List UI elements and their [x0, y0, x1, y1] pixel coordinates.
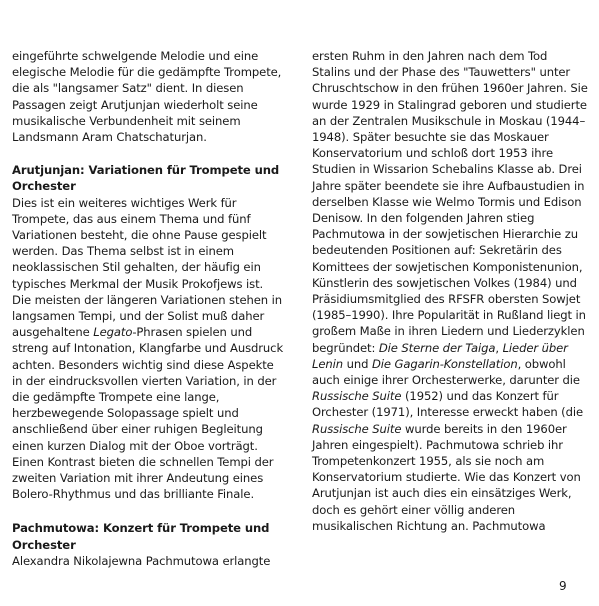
section-body-pachmutowa: Alexandra Nikolajewna Pachmutowa erlangte [12, 553, 271, 568]
paragraph-gap [12, 145, 284, 162]
section-body-arutjunjan [12, 195, 284, 503]
left-column [12, 48, 284, 569]
intro-paragraph: eingeführte schwelgende Melodie und eine elegische Melodie für die gedämpfte Trompete, die als "langsamer Satz" dient. In diesen Passagen zeigt Arutjunjan wiederholt seine musikalische Verbundenheit mit seinem Landsmann Aram Chatschaturjan. [12, 49, 282, 145]
page-number: 9 [559, 579, 567, 593]
body-text: Dies ist ein weiteres wichtiges Werk für Trompete, das aus einem Thema und fünf Variationen besteht, die ohne Pause gespielt werden. Das Thema selbst ist in einem neoklassischen Stil gehalten, der häufig ein typisches Merkmal der Musik Prokofjews ist. Die meisten der längeren Variationen stehen in langsamen Tempi, und der Solist muß daher ausgehaltene [12, 195, 282, 340]
body-text: , [495, 340, 503, 355]
right-column [312, 48, 588, 534]
italic-title: Russische Suite [312, 389, 402, 404]
body-text: (1952) und das Konzert für Orchester (1971), Interesse erweckt haben (die [312, 389, 584, 420]
italic-title: Russische Suite [312, 421, 402, 436]
right-column-body [312, 48, 588, 534]
body-text: , obwohl auch einige ihrer Orchesterwerke, darunter die [312, 356, 580, 388]
italic-term: Legato [93, 325, 133, 340]
italic-title: Die Sterne der Taiga [378, 340, 496, 355]
italic-title: Lieder über Lenin [312, 340, 568, 371]
body-text: -Phrasen spielen und streng auf Intonation, Klangfarbe und Ausdruck achten. Besonders wichtig sind diese Aspekte in der eindrucksvollen vierten Variation, in der die gedämpfte Trompete eine lange, herzbewegende Solopassage spielt und anschließend über einer ruhigen Begleitung einen kurzen Dialog mit der Oboe vorträgt. Einen Kontrast bieten die schnellen Tempi der zweiten Variation mit ihrer Andeutung eines Bolero-Rhythmus und das brilliante Finale. [12, 325, 284, 502]
section-heading-pachmutowa: Pachmutowa: Konzert für Trompete und Orchester [12, 521, 270, 552]
paragraph-gap [12, 502, 284, 520]
italic-title: Die Gagarin-Konstellation [371, 356, 518, 371]
body-text: ersten Ruhm in den Jahren nach dem Tod Stalins und der Phase des "Tauwetters" unter Chruschtschow in den frühen 1960er Jahren. Sie wurde 1929 in Stalingrad geboren und studierte an der Zentralen Musikschule in Moskau (1944–1948). Später besuchte sie das Moskauer Konservatorium und schloß dort 1953 ihre Studien in Wissarion Schebalins Klasse ab. Drei Jahre später beendete sie ihre Aufbaustudien in derselben Klasse wie Welmo Tormis und Edison Denisow. In den folgenden Jahren stieg Pachmutowa in der sowjetischen Hierarchie zu bedeutenden Positionen auf: Sekretärin des Komittees der sowjetischen Komponistenunion, Künstlerin des sowjetischen Volkes (1984) und Präsidiumsmitglied des RFSFR obersten Sowjet (1985–1990). Ihre Popularität in Rußland liegt in großem Maße in ihren Liedern und Liederzyklen begründet: [312, 49, 588, 355]
body-text: und [343, 356, 372, 371]
section-heading-arutjunjan: Arutjunjan: Variationen für Trompete und Orchester [12, 163, 280, 194]
body-text: wurde bereits in den 1960er Jahren eingespielt). Pachmutowa schrieb ihr Trompetenkonzert 1955, als sie noch am Konservatorium studierte. Wie das Konzert von Arutjunjan ist auch dies ein einsätziges Werk, doch es gehört einer völlig anderen musikalischen Richtung an. Pachmutowa [312, 421, 581, 533]
